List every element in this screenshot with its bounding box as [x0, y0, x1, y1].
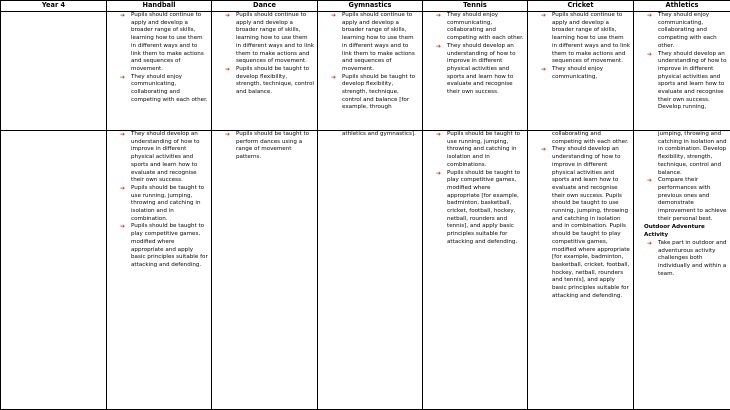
- arrow-bullet-icon: ➔: [225, 66, 230, 74]
- arrow-bullet-icon: ➔: [541, 66, 546, 74]
- arrow-bullet-icon: ➔: [647, 51, 652, 59]
- curriculum-table-bottom: [0, 130, 730, 410]
- arrow-bullet-icon: ➔: [647, 12, 652, 20]
- list-item: ➔ Pupils should be taught to perform dances using a range of movement patterns.: [212, 131, 317, 162]
- list-item: ➔ They should develop an understanding of how to improve in different physical activities and sports and learn how to evaluate and recognise their own success.: [423, 43, 527, 97]
- list-item: ➔ They should enjoy communicating, collaborating and competing with each other.: [107, 74, 211, 105]
- list-item: ➔ They should enjoy communicating,: [528, 66, 633, 81]
- list-item: ➔ Pupils should continue to apply and develop a broader range of skills, learning how to use them in different ways and to link them to make actions and sequences of movement.: [318, 12, 422, 74]
- list-item: ➔ Pupils should be taught to play competitive games, modified where appropriate [for example, badminton, basketball, cricket, football, hockey, netball, rounders and tennis], and apply basic principles suitable for attacking and defending.: [423, 170, 527, 247]
- cricket-cell: [528, 12, 634, 131]
- arrow-bullet-icon: ➔: [120, 74, 125, 82]
- list-item: ➔ Pupils should continue to apply and develop a broader range of skills, learning how to use them in different ways and to link them to make actions and sequences of movement.: [107, 12, 211, 74]
- gymnastics-cell: [318, 12, 423, 131]
- subject-dance: Dance: [212, 1, 318, 12]
- year-cell: [1, 131, 107, 410]
- tennis-cell: [423, 131, 528, 410]
- subject-athletics: Athletics: [634, 1, 730, 12]
- arrow-bullet-icon: ➔: [436, 170, 441, 178]
- header-row: [1, 1, 730, 12]
- arrow-bullet-icon: ➔: [436, 12, 441, 20]
- arrow-bullet-icon: ➔: [436, 43, 441, 51]
- subject-tennis: Tennis: [423, 1, 528, 12]
- gymnastics-cell: [318, 131, 423, 410]
- list-item: ➔ They should enjoy communicating, collaborating and competing with each other.: [634, 12, 730, 51]
- arrow-bullet-icon: ➔: [225, 131, 230, 139]
- year-label: Year 4: [1, 1, 107, 12]
- list-item: ➔ Take part in outdoor and adventurous activity challenges both individually and within a team.: [634, 240, 730, 279]
- athletics-cell: [634, 12, 730, 131]
- list-item: ➔ Pupils should continue to apply and develop a broader range of skills, learning how to use them in different ways and to link them to make actions and sequences of movement.: [212, 12, 317, 66]
- curriculum-table-top: [0, 0, 730, 131]
- list-item: ➔ They should enjoy communicating, collaborating and competing with each other.: [423, 12, 527, 43]
- dance-cell: [212, 12, 318, 131]
- continued-text: collaborating and competing with each other.: [528, 131, 633, 146]
- arrow-bullet-icon: ➔: [647, 240, 652, 248]
- objectives-row-2: [1, 131, 730, 410]
- handball-cell: [107, 12, 212, 131]
- list-item: ➔ Pupils should continue to apply and develop a broader range of skills, learning how to use them in different ways and to link them to make actions and sequences of movement.: [528, 12, 633, 66]
- continued-text: jumping, throwing and catching in isolation and in combination. Develop flexibility, strength, technique, control and balance.: [634, 131, 730, 177]
- list-item: ➔ They should develop an understanding of how to improve in different physical activities and sports and learn how to evaluate and recognise their own success.: [107, 131, 211, 185]
- arrow-bullet-icon: ➔: [541, 146, 546, 154]
- subject-cricket: Cricket: [528, 1, 634, 12]
- subject-gymnastics: Gymnastics: [318, 1, 423, 12]
- subject-handball: Handball: [107, 1, 212, 12]
- arrow-bullet-icon: ➔: [120, 223, 125, 231]
- arrow-bullet-icon: ➔: [225, 12, 230, 20]
- arrow-bullet-icon: ➔: [647, 177, 652, 185]
- list-item: ➔ Pupils should be taught to play competitive games, modified where appropriate and apply basic principles suitable for attacking and defending.: [107, 223, 211, 269]
- arrow-bullet-icon: ➔: [120, 131, 125, 139]
- list-item: ➔ Pupils should be taught to use running, jumping, throwing and catching in isolation and in combination.: [107, 185, 211, 224]
- arrow-bullet-icon: ➔: [331, 74, 336, 82]
- arrow-bullet-icon: ➔: [120, 12, 125, 20]
- arrow-bullet-icon: ➔: [331, 12, 336, 20]
- outdoor-heading: Outdoor Adventure Activity: [634, 224, 730, 239]
- continued-text: athletics and gymnastics].: [318, 131, 422, 139]
- list-item: ➔ Pupils should be taught to use running, jumping, throwing and catching in isolation and in combinations.: [423, 131, 527, 170]
- list-item: ➔ Pupils should be taught to develop flexibility, strength, technique, control and balance.: [212, 66, 317, 97]
- arrow-bullet-icon: ➔: [436, 131, 441, 139]
- list-item: ➔ Compare their performances with previous ones and demonstrate improvement to achieve their personal best.: [634, 177, 730, 223]
- objectives-row-1: [1, 12, 730, 131]
- handball-cell: [107, 131, 212, 410]
- year-cell: [1, 12, 107, 131]
- cricket-cell: [528, 131, 634, 410]
- tennis-cell: [423, 12, 528, 131]
- dance-cell: [212, 131, 318, 410]
- list-item: ➔ Pupils should be taught to develop flexibility, strength, technique, control and balance [for example, through: [318, 74, 422, 113]
- arrow-bullet-icon: ➔: [541, 12, 546, 20]
- arrow-bullet-icon: ➔: [120, 185, 125, 193]
- list-item: ➔ They should develop an understanding of how to improve in different physical activities and sports and learn how to evaluate and recognise their own success. Develop running,: [634, 51, 730, 113]
- athletics-cell: [634, 131, 730, 410]
- list-item: ➔ They should develop an understanding of how to improve in different physical activities and sports and learn how to evaluate and recognise their own success. Pupils should be taught to use running, jumping, throwing and catching in isolation and in combination. Pupils should be taught to play competitive games, modified where appropriate [for example, badminton, basketball, cricket, football, hockey, netball, rounders and tennis], and apply basic principles suitable for attacking and defending.: [528, 146, 633, 300]
